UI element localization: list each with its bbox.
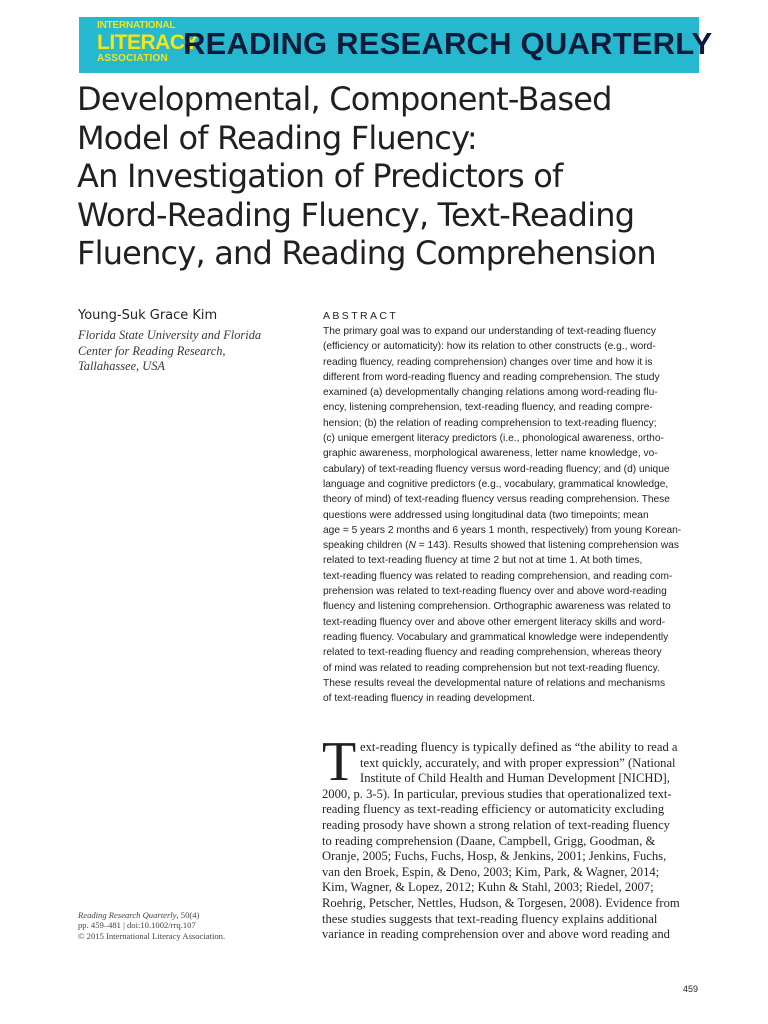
abstract-line: text-reading fluency was related to reading comprehension, and reading com- — [323, 570, 673, 582]
abstract-line: examined (a) developmentally changing relations among word-reading flu- — [323, 387, 658, 399]
body-line: these studies suggests that text-reading fluency explains additional — [322, 911, 658, 926]
abstract-line: related to text-reading fluency at time 2 but not at time 1. At both times, — [323, 555, 643, 567]
title-line: An Investigation of Predictors of — [77, 157, 563, 195]
sample-size-symbol: N — [408, 540, 416, 552]
abstract-line: fluency and listening comprehension. Orthographic awareness was related to — [323, 601, 671, 613]
author-affiliation — [78, 328, 288, 375]
abstract-line: theory of mind) of text-reading fluency versus reading comprehension. These — [323, 494, 670, 506]
abstract-line: of mind was related to reading comprehension but not text-reading fluency. — [323, 662, 660, 674]
abstract-line: reading fluency, reading comprehension) changes over time and how it is — [323, 356, 653, 368]
body-line: Roehrig, Petscher, Nettles, Hudson, & Torgesen, 2008). Evidence from — [322, 895, 680, 910]
body-line: Institute of Child Health and Human Development [NICHD], — [360, 771, 670, 786]
abstract-line: speaking children (N = 143). Results showed that listening comprehension was — [323, 540, 679, 552]
abstract-line: prehension was related to text-reading fluency over and above word-reading — [323, 586, 667, 598]
footer-doi: pp. 459–481 | doi:10.1002/rrq.107 — [78, 920, 196, 931]
body-line: reading prosody have shown a strong relation of text-reading fluency — [322, 817, 670, 832]
body-line: reading fluency as text-reading efficiency or automaticity excluding — [322, 802, 665, 817]
abstract-line: (efficiency or automaticity): how its relation to other constructs (e.g., word- — [323, 341, 656, 353]
journal-name: READING RESEARCH QUARTERLY — [183, 26, 713, 61]
drop-cap: T — [322, 731, 357, 793]
abstract-line: text-reading fluency over and above other emergent literacy skills and word- — [323, 616, 666, 628]
affiliation-line: Florida State University and Florida — [78, 328, 262, 342]
body-text — [322, 740, 702, 943]
ila-logo — [97, 20, 198, 64]
abstract-line: reading fluency. Vocabulary and grammatical knowledge were independently — [323, 631, 669, 643]
title-line: Word-Reading Fluency, Text-Reading — [77, 195, 635, 234]
title-line: Developmental, Component-Based — [77, 80, 612, 118]
affiliation-line: Tallahassee, USA — [78, 359, 165, 374]
abstract-line: different from word-reading fluency and reading comprehension. The study — [323, 371, 660, 383]
affiliation-line: Center for Reading Research, — [78, 343, 226, 358]
citation-footer — [78, 910, 298, 941]
abstract-line: The primary goal was to expand our understanding of text-reading fluency — [323, 326, 656, 337]
author-name: Young-Suk Grace Kim — [78, 308, 218, 323]
abstract-line: of text-reading fluency in reading development. — [323, 693, 535, 705]
title-line: Fluency, and Reading Comprehension — [77, 234, 656, 272]
body-line: text quickly, accurately, and with proper expression” (National — [360, 755, 676, 770]
journal-banner — [79, 17, 713, 73]
footer-copyright: © 2015 International Literacy Association. — [78, 930, 226, 941]
body-line: 2000, p. 3-5). In particular, previous studies that operationalized text- — [322, 786, 672, 801]
body-line: variance in reading comprehension over and above word reading and — [322, 927, 670, 942]
article-title — [77, 80, 737, 273]
logo-line-international: INTERNATIONAL — [97, 20, 176, 31]
body-line: ext-reading fluency is typically defined as “the ability to read a — [360, 740, 678, 754]
body-line: Kim, Wagner, & Lopez, 2012; Kuhn & Stahl, 2003; Riedel, 2007; — [322, 880, 654, 895]
footer-citation — [78, 910, 298, 920]
abstract-line: hension; (b) the relation of reading comprehension to text-reading fluency; — [323, 417, 657, 429]
abstract-line: related to text-reading fluency and reading comprehension, whereas theory — [323, 647, 662, 659]
logo-line-literacy: LITERACY — [97, 31, 198, 54]
abstract-line: age = 5 years 2 months and 6 years 1 month, respectively) from young Korean- — [323, 524, 682, 536]
abstract-line: ency, listening comprehension, text-reading fluency, and reading compre- — [323, 402, 653, 414]
abstract-line: graphic awareness, morphological awareness, letter name knowledge, vo- — [323, 448, 658, 460]
title-line: Model of Reading Fluency: — [77, 118, 477, 157]
page-number: 459 — [683, 984, 699, 994]
abstract-line: language and cognitive predictors (e.g., vocabulary, grammatical knowledge, — [323, 478, 669, 490]
abstract-heading: ABSTRACT — [323, 310, 399, 322]
abstract-line: These results reveal the developmental nature of relations and mechanisms — [323, 677, 666, 689]
abstract-text — [323, 324, 703, 706]
body-line: to reading comprehension (Daane, Campbell, Grigg, Goodman, & — [322, 833, 656, 848]
journal-citation-volume: , 50(4) — [176, 910, 200, 920]
abstract-line: cabulary) of text-reading fluency versus word-reading fluency; and (d) unique — [323, 463, 670, 475]
abstract-line: (c) unique emergent literacy predictors (i.e., phonological awareness, ortho- — [323, 433, 664, 445]
journal-citation-italic: Reading Research Quarterly — [78, 910, 177, 920]
body-line: Oranje, 2005; Fuchs, Fuchs, Hosp, & Jenkins, 2001; Jenkins, Fuchs, — [322, 849, 667, 864]
body-line: van den Broek, Espin, & Deno, 2003; Kim, Park, & Wagner, 2014; — [322, 864, 660, 879]
logo-line-association: ASSOCIATION — [97, 53, 168, 64]
abstract-line: questions were addressed using longitudinal data (two timepoints; mean — [323, 509, 649, 521]
